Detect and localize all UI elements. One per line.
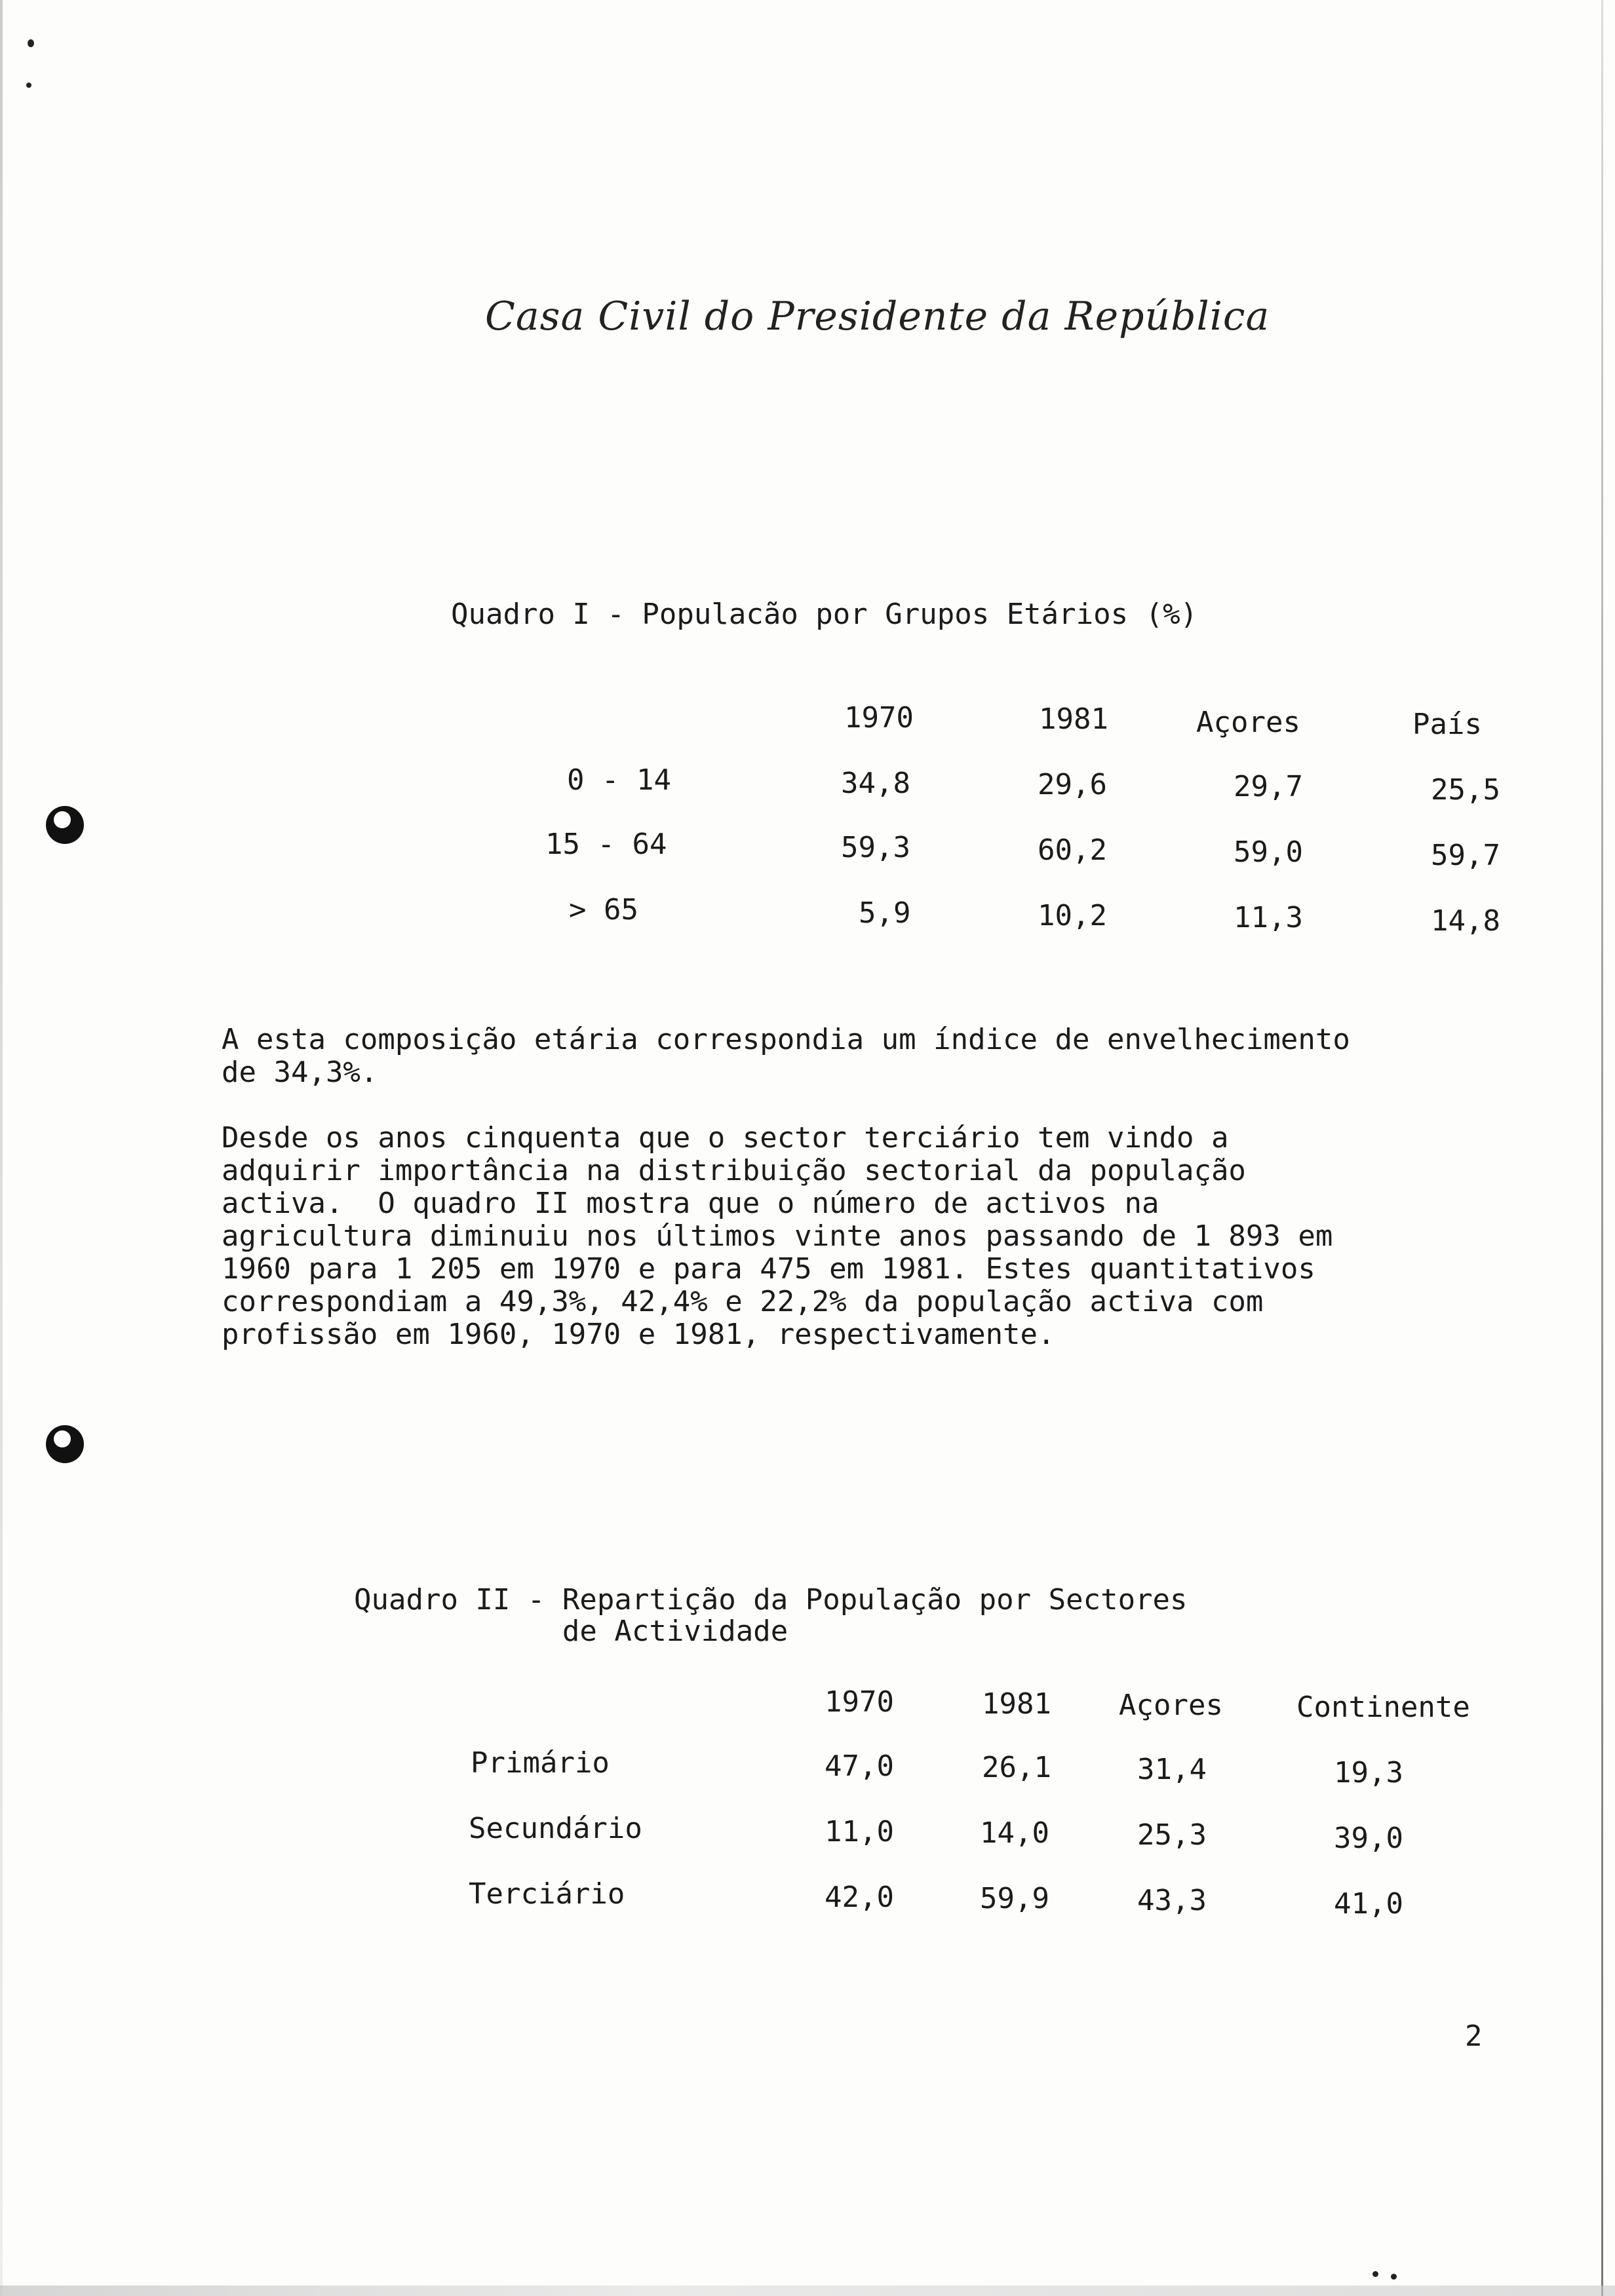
- scan-speck: [1391, 2274, 1397, 2280]
- paragraph-active-population: Desde os anos cinquenta que o sector terciário tem vindo a adquirir importância na distribuição sectorial da população activa. O quadro II mostra que o número de activos na agricultura diminuiu nos últimos vinte anos passando de 1 893 em 1960 para 1 205 em 1970 e para 475 em 1981. Estes quantitativos correspondiam a 49,3%, 42,4% e 22,2% da população activa com profissão em 1960, 1970 e 1981, respectivamente.: [222, 1121, 1333, 1351]
- page-number: 2: [1465, 2019, 1483, 2053]
- table1-cell: 5,9: [859, 896, 911, 930]
- scan-speck: [28, 39, 34, 47]
- punch-hole: [46, 1425, 84, 1463]
- scan-edge-bottom: [0, 2286, 1615, 2296]
- table2-header-acores: Açores: [1119, 1689, 1223, 1722]
- table2-cell: 31,4: [1137, 1753, 1207, 1786]
- table1-header-1981: 1981: [1039, 702, 1108, 736]
- table2-cell: 26,1: [982, 1751, 1051, 1784]
- table2-cell: 39,0: [1334, 1822, 1403, 1855]
- table2-header-1970: 1970: [825, 1685, 894, 1719]
- table1-cell: 59,7: [1431, 839, 1500, 872]
- table1-row-label: 15 - 64: [545, 828, 667, 861]
- scan-speck: [26, 83, 31, 88]
- table1-cell: 60,2: [1038, 833, 1107, 867]
- table1-cell: 10,2: [1038, 899, 1107, 932]
- table2-row-label: Secundário: [469, 1812, 642, 1845]
- table2-header-continente: Continente: [1296, 1691, 1470, 1724]
- table1-cell: 59,3: [841, 831, 910, 864]
- table1-cell: 29,6: [1038, 768, 1107, 801]
- table1-cell: 25,5: [1431, 773, 1500, 807]
- table1-row-label: > 65: [569, 893, 638, 927]
- table2-cell: 42,0: [825, 1881, 894, 1914]
- table1-row-label: 0 - 14: [567, 763, 671, 797]
- table2-row-label: Primário: [471, 1746, 610, 1780]
- table1-header-acores: Açores: [1196, 706, 1300, 739]
- scan-speck: [1372, 2271, 1378, 2277]
- table2-title: Quadro II - Repartição da População por Sectores de Actividade: [354, 1583, 1188, 1648]
- scan-edge-right: [1601, 0, 1603, 2296]
- table2-cell: 14,0: [980, 1816, 1049, 1850]
- punch-hole: [46, 806, 84, 844]
- table2-cell: 25,3: [1137, 1818, 1207, 1852]
- paragraph-ageing-index: A esta composição etária correspondia um índice de envelhecimento de 34,3%.: [222, 1023, 1350, 1089]
- table2-cell: 47,0: [825, 1750, 894, 1783]
- table2-cell: 43,3: [1137, 1884, 1207, 1917]
- table1-cell: 11,3: [1234, 901, 1303, 934]
- table1-cell: 14,8: [1431, 904, 1500, 938]
- table2-cell: 11,0: [825, 1815, 894, 1848]
- table2-cell: 41,0: [1334, 1887, 1403, 1921]
- table1-header-1970: 1970: [844, 701, 914, 735]
- table2-row-label: Terciário: [469, 1877, 625, 1911]
- scan-edge-left: [0, 0, 3, 2296]
- table1-header-pais: País: [1412, 708, 1482, 741]
- table2-cell: 19,3: [1334, 1756, 1403, 1789]
- table1-cell: 29,7: [1234, 770, 1303, 803]
- table1-title: Quadro I - Populacão por Grupos Etários (%): [451, 598, 1198, 631]
- table2-cell: 59,9: [980, 1882, 1049, 1915]
- table2-header-1981: 1981: [982, 1687, 1051, 1721]
- table1-cell: 34,8: [841, 767, 910, 800]
- letterhead: Casa Civil do Presidente da República: [485, 294, 1270, 339]
- table1-cell: 59,0: [1234, 835, 1303, 869]
